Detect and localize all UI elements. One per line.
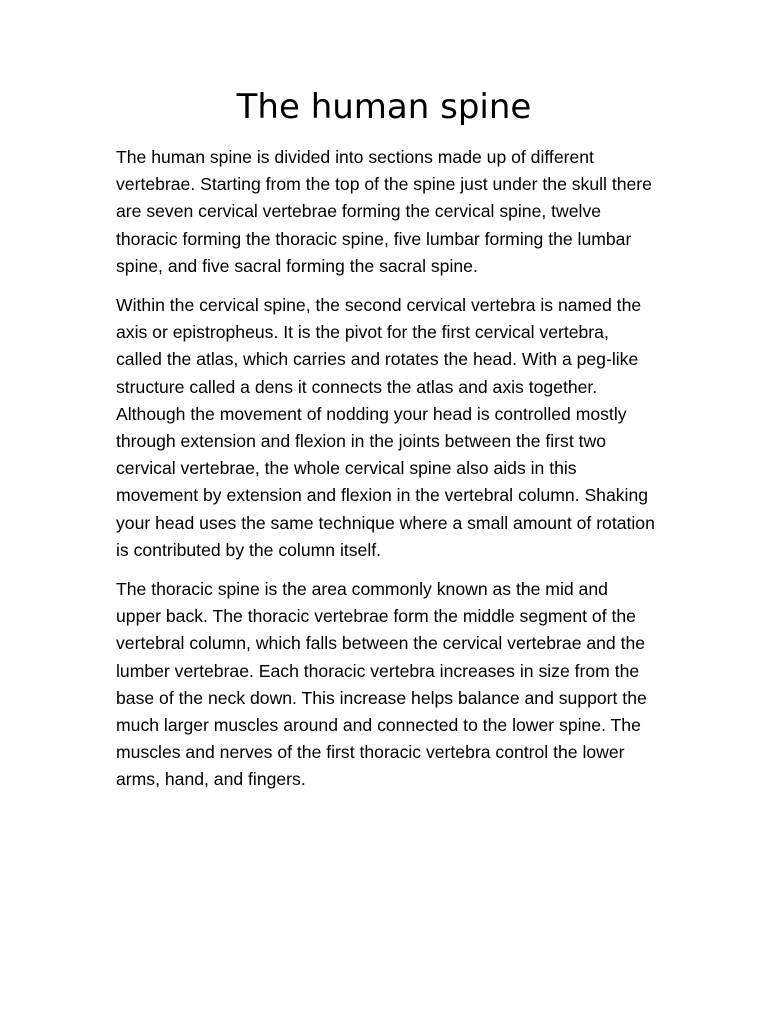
paragraph-overview: The human spine is divided into sections made up of different vertebrae. Starting from the top of the spine just under the skull there are seven cervical vertebrae forming the cervical spine, twelve thoracic forming the thoracic spine, five lumbar forming the lumbar spine, and five sacral forming the sacral spine. [116, 147, 652, 276]
document-body [116, 144, 656, 806]
paragraph-thoracic-spine: The thoracic spine is the area commonly known as the mid and upper back. The thoracic vertebrae form the middle segment of the vertebral column, which falls between the cervical vertebrae and the lumber vertebrae. Each thoracic vertebra increases in size from the base of the neck down. This increase helps balance and support the much larger muscles around and connected to the lower spine. The muscles and nerves of the first thoracic vertebra control the lower arms, hand, and fingers. [116, 579, 647, 790]
page-title: The human spine [236, 87, 532, 127]
paragraph-cervical-spine: Within the cervical spine, the second cervical vertebra is named the axis or epistropheus. It is the pivot for the first cervical vertebra, called the atlas, which carries and rotates the head. With a peg-like structure called a dens it connects the atlas and axis together. Although the movement of nodding your head is controlled mostly through extension and flexion in the joints between the first two cervical vertebrae, the whole cervical spine also aids in this movement by extension and flexion in the vertebral column. Shaking your head uses the same technique where a small amount of rotation is contributed by the column itself. [116, 295, 655, 560]
